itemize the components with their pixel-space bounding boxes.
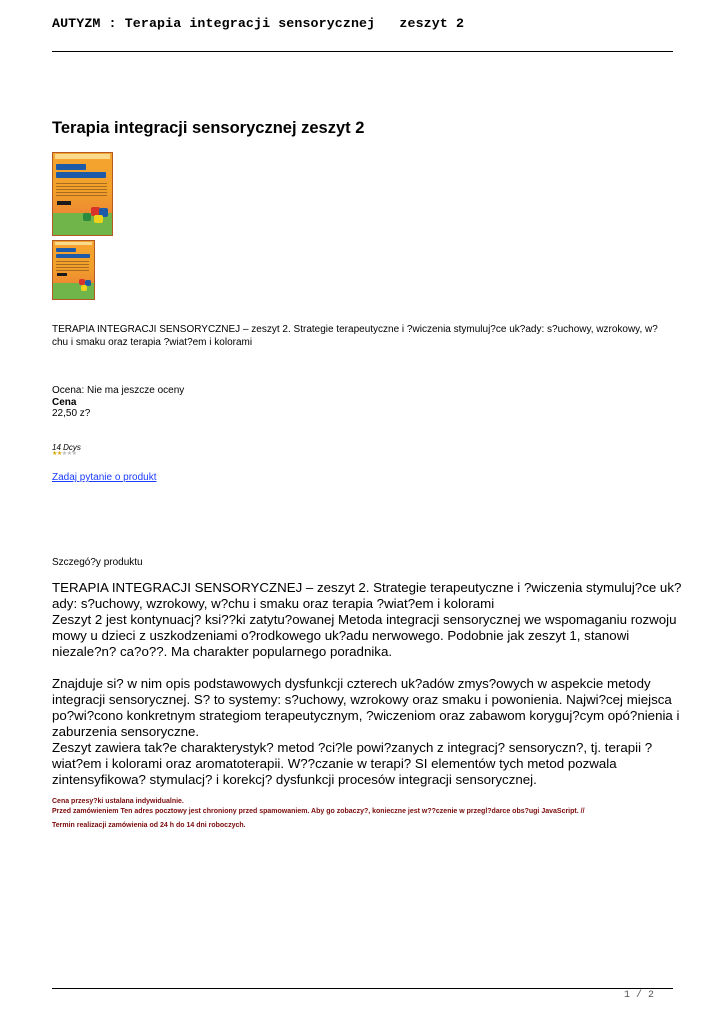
product-description [52,580,682,788]
star-empty-icon: ★ [71,451,77,457]
star-filled-icon: ★ [56,451,62,457]
star-empty-icon: ★ [66,451,72,457]
puzzle-piece-icon [81,285,87,291]
star-empty-icon: ★ [61,451,67,457]
email-protection-note: Przed zamówieniem Ten adres pocztowy jest chroniony przed spamowaniem. Aby go zobaczy?, konieczne jest w??czenie w przegl?darce obs?ugi JavaScript. // [52,808,585,815]
cover-volume-label [57,273,67,276]
star-rating [52,451,76,457]
cover-author-strip [55,242,92,245]
price-label: Cena [52,396,77,408]
description-paragraph: Zeszyt zawiera tak?e charakterystyk? metod ?ci?le powi?zanych z integracj? sensoryczn?, tj. terapii ?wiat?em i kolorami oraz aromatoterapii. W??czanie w terapi? SI elementów tych metod pozwala zintensyfikowa? stymulacj? i korekcj? dysfunkcji procesów integracji sensorycznej. [52,740,653,787]
product-details-heading: Szczegó?y produktu [52,557,143,568]
product-intro: TERAPIA INTEGRACJI SENSORYCZNEJ – zeszyt 2. Strategie terapeutyczne i ?wiczenia stymuluj?ce uk?ady: s?uchowy, wzrokowy, w?chu i smaku oraz terapia ?wiat?em i kolorami [52,324,658,348]
rating-label: Ocena: Nie ma jeszcze oceny [52,385,185,396]
cover-title-line [56,164,86,170]
lead-time-note: Termin realizacji zamówienia od 24 h do 14 dni roboczych. [52,822,246,829]
description-paragraph: Znajduje si? w nim opis podstawowych dysfunkcji czterech uk?adów zmys?owych w aspekcie metody integracji sensorycznej. S? to systemy: s?uchowy, wzrokowy oraz smaku i powonienia. Najwi?cej miejsca po?wi?cono konkretnym strategiom terapeutycznym, ?wiczeniom oraz zabawom koryguj?cym opó?nienia i zaburzenia sensoryczne. [52,676,680,739]
rating-price-block [52,385,184,420]
delivery-time: 14 Dcys [52,443,81,452]
cover-author-strip [55,154,110,159]
book-cover-image[interactable] [52,152,113,236]
star-filled-icon: ★ [52,451,57,457]
header-divider [52,51,673,52]
shipping-note: Cena przesy?ki ustalana indywidualnie. [52,798,184,805]
document-header-title: AUTYZM : Terapia integracji sensorycznej zeszyt 2 [52,16,465,31]
cover-title-line [56,248,76,252]
ask-question-link[interactable]: Zadaj pytanie o produkt [52,472,157,483]
order-notes [52,797,692,831]
page-number: 1 / 2 [624,990,655,1001]
cover-subtitle-lines [56,183,107,197]
product-title: Terapia integracji sensorycznej zeszyt 2 [52,119,365,137]
footer-divider [52,988,673,989]
cover-title-line [56,254,90,258]
cover-volume-label [57,201,71,205]
cover-subtitle-lines [56,261,89,271]
book-cover-thumbnail[interactable] [52,240,95,300]
cover-title-line [56,172,106,178]
puzzle-piece-icon [83,213,91,221]
description-paragraph: Zeszyt 2 jest kontynuacj? ksi??ki zatytu?owanej Metoda integracji sensorycznej we wspomaganiu rozwoju mowy u dzieci z uszkodzeniami o?rodkowego uk?adu nerwowego. Podobnie jak zeszyt 1, stanowi niezale?n? ca?o??. Ma charakter popularnego poradnika. [52,612,677,659]
description-paragraph: TERAPIA INTEGRACJI SENSORYCZNEJ – zeszyt 2. Strategie terapeutyczne i ?wiczenia stymuluj?ce uk?ady: s?uchowy, wzrokowy, w?chu i smaku oraz terapia ?wiat?em i kolorami [52,580,682,611]
price-value: 22,50 z? [52,408,91,419]
puzzle-piece-icon [94,215,103,223]
